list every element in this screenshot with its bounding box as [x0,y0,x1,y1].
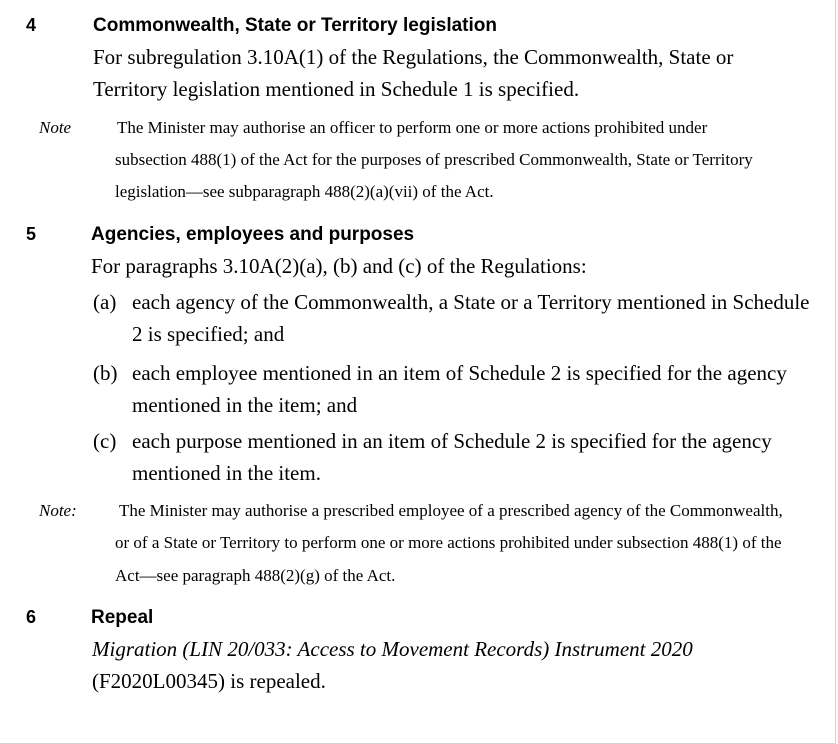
section-number: 4 [26,15,37,35]
section-number: 6 [26,607,37,627]
body-text-line: For paragraphs 3.10A(2)(a), (b) and (c) of the Regulations: [91,254,587,278]
note-text-line: or of a State or Territory to perform one or more actions prohibited under subsection 488(1) of the [115,533,782,552]
paragraph-text-line: each agency of the Commonwealth, a State or a Territory mentioned in Schedule [132,290,810,314]
paragraph-text-line: each employee mentioned in an item of Schedule 2 is specified for the agency [132,361,787,385]
body-text-line: For subregulation 3.10A(1) of the Regulations, the Commonwealth, State or [93,45,734,69]
paragraph-label: (b) [93,361,118,385]
note-text-line: The Minister may authorise a prescribed employee of a prescribed agency of the Commonwealth, [119,501,783,520]
section-heading: Agencies, employees and purposes [91,224,415,245]
note-text-line: legislation—see subparagraph 488(2)(a)(vii) of the Act. [115,182,494,201]
note-label: Note [39,118,72,137]
section-heading: Commonwealth, State or Territory legislation [93,15,497,36]
paragraph-text-line: each purpose mentioned in an item of Schedule 2 is specified for the agency [132,429,772,453]
paragraph-label: (c) [93,429,117,453]
note-text-line: Act—see paragraph 488(2)(g) of the Act. [115,566,396,585]
paragraph-text-line: mentioned in the item; and [132,393,358,417]
paragraph-text-line: mentioned in the item. [132,461,321,485]
section-number: 5 [26,224,37,244]
note-text-line: The Minister may authorise an officer to perform one or more actions prohibited under [117,118,708,137]
body-text-line: (F2020L00345) is repealed. [92,669,326,693]
note-label: Note: [39,501,77,520]
body-text-line: Territory legislation mentioned in Schedule 1 is specified. [93,77,580,101]
paragraph-text-line: 2 is specified; and [132,322,285,346]
instrument-title: Migration (LIN 20/033: Access to Movement Records) Instrument 2020 [92,637,693,661]
paragraph-label: (a) [93,290,117,314]
section-heading: Repeal [91,607,154,628]
note-text-line: subsection 488(1) of the Act for the purposes of prescribed Commonwealth, State or Territory [115,150,753,169]
